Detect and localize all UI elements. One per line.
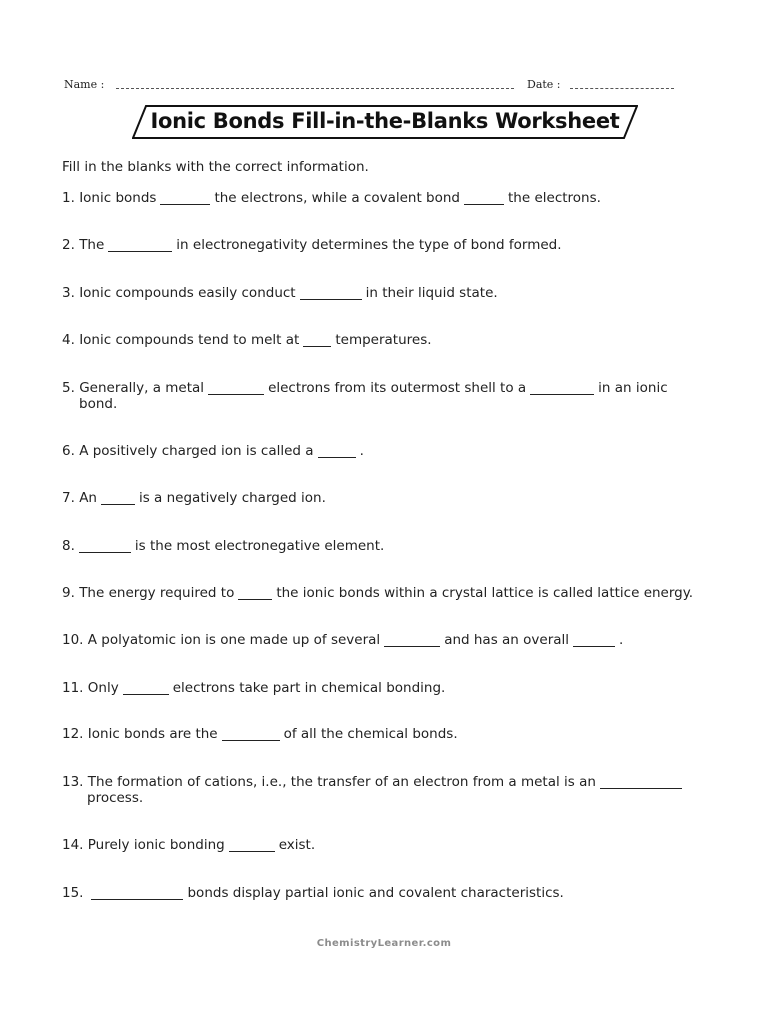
blank[interactable] [464, 192, 504, 205]
blank[interactable] [384, 634, 440, 647]
footer-source: ChemistryLearner.com [316, 938, 452, 949]
blank[interactable] [300, 287, 362, 300]
question-7: 7. An is a negatively charged ion. [62, 490, 326, 506]
question-10: 10. A polyatomic ion is one made up of several and has an overall . [62, 632, 624, 648]
blank[interactable] [229, 839, 275, 852]
name-line[interactable] [116, 88, 514, 89]
question-15: 15. bonds display partial ionic and covalent characteristics. [62, 885, 564, 901]
blank[interactable] [160, 192, 210, 205]
name-label: Name : [64, 78, 105, 91]
date-label: Date : [527, 78, 561, 91]
blank[interactable] [573, 634, 615, 647]
blank[interactable] [530, 382, 594, 395]
blank[interactable] [238, 587, 272, 600]
question-9: 9. The energy required to the ionic bonds within a crystal lattice is called lattice energy. [62, 585, 694, 601]
blank[interactable] [101, 492, 135, 505]
question-1: 1. Ionic bonds the electrons, while a covalent bond the electrons. [62, 190, 601, 206]
blank[interactable] [108, 239, 172, 252]
blank[interactable] [222, 728, 280, 741]
blank[interactable] [79, 540, 131, 553]
blank[interactable] [600, 776, 682, 789]
question-13: 13. The formation of cations, i.e., the transfer of an electron from a metal is an process. [62, 774, 722, 806]
date-line[interactable] [570, 88, 674, 89]
title-banner [132, 105, 638, 139]
blank[interactable] [303, 334, 331, 347]
page-title: Ionic Bonds Fill-in-the-Blanks Worksheet [150, 109, 620, 133]
question-12: 12. Ionic bonds are the of all the chemical bonds. [62, 726, 458, 742]
blank[interactable] [123, 682, 169, 695]
question-8: 8. is the most electronegative element. [62, 538, 385, 554]
question-4: 4. Ionic compounds tend to melt at temperatures. [62, 332, 432, 348]
question-6: 6. A positively charged ion is called a . [62, 443, 364, 459]
blank[interactable] [318, 445, 356, 458]
question-3: 3. Ionic compounds easily conduct in their liquid state. [62, 285, 498, 301]
question-14: 14. Purely ionic bonding exist. [62, 837, 316, 853]
question-5: 5. Generally, a metal electrons from its outermost shell to a in an ionic bond. [62, 380, 668, 412]
header-fields [64, 78, 674, 92]
blank[interactable] [208, 382, 264, 395]
blank[interactable] [91, 887, 183, 900]
instructions: Fill in the blanks with the correct information. [62, 159, 369, 175]
question-2: 2. The in electronegativity determines the type of bond formed. [62, 237, 562, 253]
question-11: 11. Only electrons take part in chemical bonding. [62, 680, 446, 696]
